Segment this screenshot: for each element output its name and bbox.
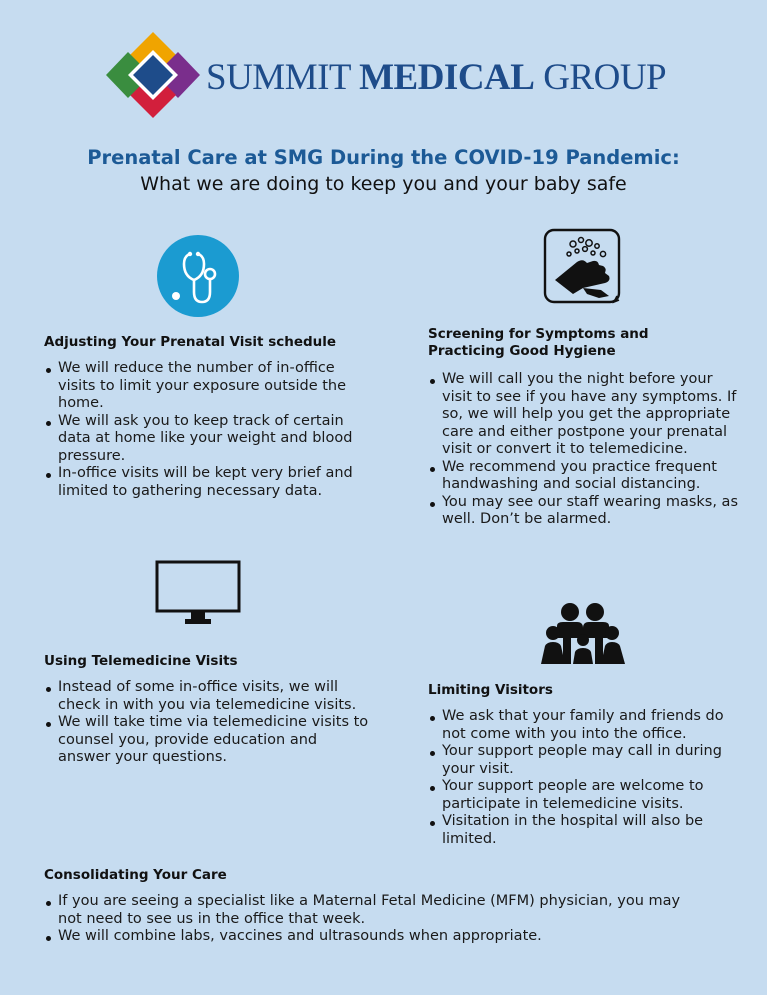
section-screening-hygiene (428, 326, 742, 529)
family-icon (541, 602, 625, 664)
section-title-line-2: Practicing Good Hygiene (428, 343, 616, 359)
list-item: Your support people may call in during your visit. (428, 743, 742, 778)
bullet-list (428, 708, 742, 848)
list-item: We will call you the night before your visit to see if you have any symptoms. If so, we will help you get the appropriate care and either postpone your prenatal visit or convert it to telemedicine. (428, 371, 742, 459)
page-title: Prenatal Care at SMG During the COVID-19 Pandemic: (87, 146, 680, 169)
stethoscope-icon (156, 234, 240, 318)
bullet-list (428, 371, 742, 529)
logo-mark-icon (106, 30, 200, 120)
logo-wordmark: SUMMIT MEDICAL GROUP (206, 57, 667, 98)
list-item: We will take time via telemedicine visits to counsel you, provide education and answer your questions. (44, 714, 374, 767)
page-subtitle: What we are doing to keep you and your baby safe (140, 173, 627, 195)
section-title: Adjusting Your Prenatal Visit schedule (44, 334, 337, 350)
list-item: You may see our staff wearing masks, as well. Don’t be alarmed. (428, 494, 742, 529)
list-item: We will ask you to keep track of certain data at home like your weight and blood pressure. (44, 413, 374, 466)
list-item: We ask that your family and friends do not come with you into the office. (428, 708, 742, 743)
section-title: Limiting Visitors (428, 682, 553, 698)
section-visit-schedule (44, 334, 374, 500)
list-item: If you are seeing a specialist like a Maternal Fetal Medicine (MFM) physician, you may not need to see us in the office that week. (44, 893, 704, 928)
handwashing-icon (543, 228, 623, 306)
list-item: We will combine labs, vaccines and ultrasounds when appropriate. (44, 928, 704, 946)
list-item: We recommend you practice frequent handwashing and social distancing. (428, 459, 742, 494)
section-title: Using Telemedicine Visits (44, 653, 238, 669)
list-item: Visitation in the hospital will also be limited. (428, 813, 742, 848)
section-limiting-visitors (428, 682, 742, 848)
section-consolidating-care (44, 867, 704, 946)
section-telemedicine (44, 653, 374, 767)
list-item: Your support people are welcome to participate in telemedicine visits. (428, 778, 742, 813)
monitor-icon (155, 560, 241, 626)
bullet-list (44, 893, 704, 946)
section-title-line-1: Screening for Symptoms and (428, 326, 649, 342)
list-item: In-office visits will be kept very brief and limited to gathering necessary data. (44, 465, 374, 500)
list-item: Instead of some in-office visits, we will check in with you via telemedicine visits. (44, 679, 374, 714)
list-item: We will reduce the number of in-office visits to limit your exposure outside the home. (44, 360, 374, 413)
bullet-list (44, 360, 374, 500)
summit-medical-group-logo (106, 30, 666, 120)
bullet-list (44, 679, 374, 767)
section-title: Consolidating Your Care (44, 867, 227, 883)
